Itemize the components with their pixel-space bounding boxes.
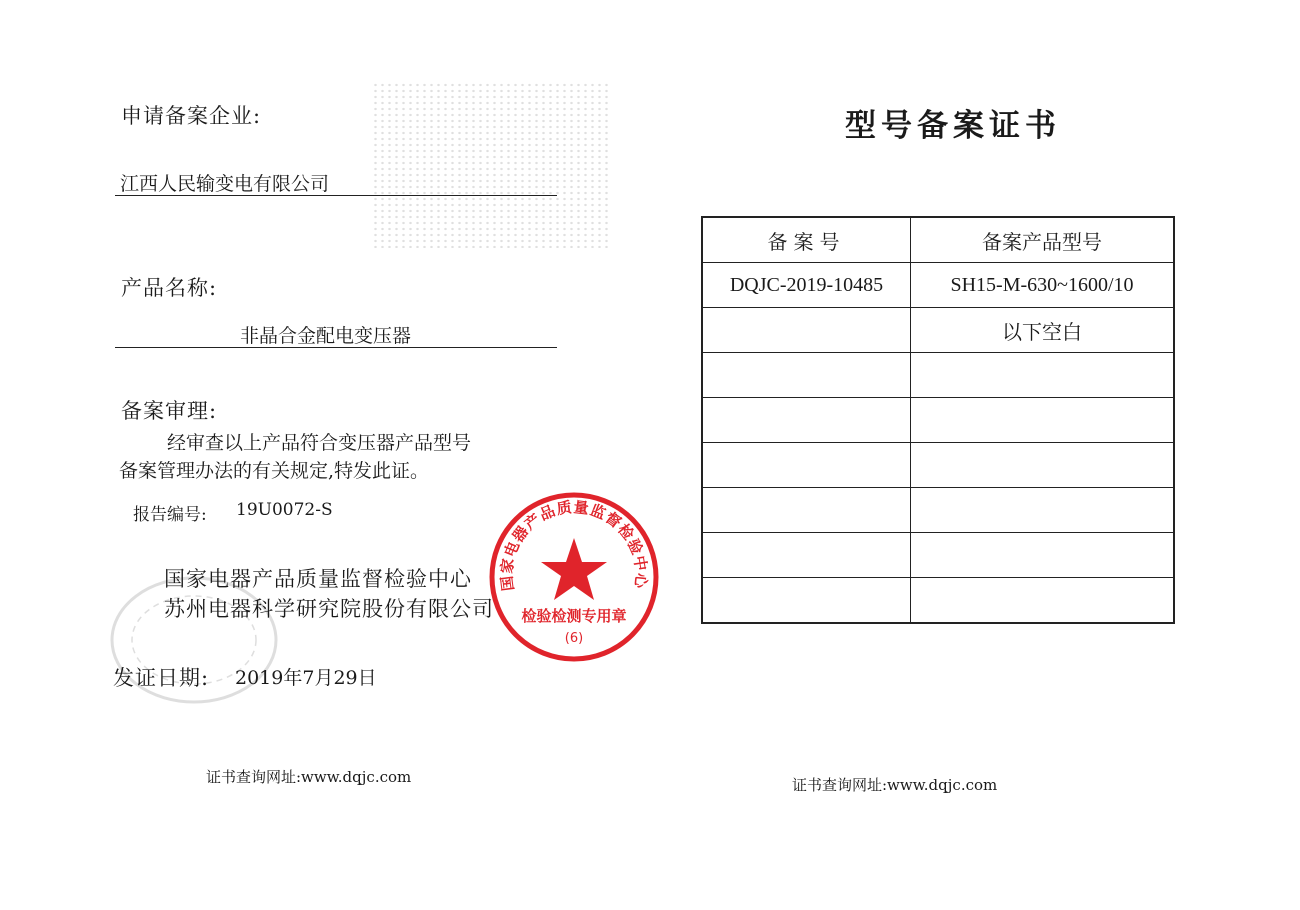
- table-row: [702, 398, 1174, 443]
- table-cell-product-model: 以下空白: [911, 308, 1175, 353]
- org-line-1: 国家电器产品质量监督检验中心: [164, 567, 472, 591]
- table-row: [702, 578, 1174, 624]
- product-value: 非晶合金配电变压器: [240, 325, 412, 347]
- applicant-underline: [115, 195, 557, 196]
- seal-bottom-text: 检验检测专用章: [521, 607, 627, 625]
- product-label: 产品名称:: [121, 276, 218, 300]
- table-cell-record-number: [702, 308, 911, 353]
- record-table: [701, 216, 1175, 624]
- table-cell-product-model: [911, 398, 1175, 443]
- table-cell-product-model: SH15-M-630~1600/10: [911, 263, 1175, 308]
- table-cell-record-number: [702, 578, 911, 624]
- table-cell-product-model: [911, 578, 1175, 624]
- right-url: 证书查询网址:www.dqjc.com: [792, 776, 998, 794]
- table-row: [702, 308, 1174, 353]
- report-value: 19U0072-S: [236, 500, 333, 520]
- table-cell-record-number: [702, 398, 911, 443]
- left-url: 证书查询网址:www.dqjc.com: [206, 768, 412, 786]
- review-line-1: 经审查以上产品符合变压器产品型号: [167, 432, 472, 454]
- review-label: 备案审理:: [121, 399, 218, 423]
- seal-number: (6): [564, 631, 584, 646]
- table-row: [702, 353, 1174, 398]
- scan-smudge: [372, 82, 610, 248]
- table-cell-record-number: [702, 533, 911, 578]
- official-seal-stamp: [487, 490, 661, 664]
- report-label: 报告编号:: [133, 505, 207, 525]
- star-icon: [541, 538, 607, 600]
- table-cell-product-model: [911, 533, 1175, 578]
- date-value: 2019年7月29日: [235, 667, 377, 689]
- certificate-title: 型号备案证书: [845, 108, 1061, 144]
- table-header-row: [702, 217, 1174, 263]
- table-cell-product-model: [911, 488, 1175, 533]
- table-cell-product-model: [911, 443, 1175, 488]
- review-line-2: 备案管理办法的有关规定,特发此证。: [119, 460, 430, 482]
- table-row: [702, 443, 1174, 488]
- table-cell-record-number: [702, 353, 911, 398]
- table-row: [702, 533, 1174, 578]
- product-underline: [115, 347, 557, 348]
- table-row: [702, 263, 1174, 308]
- applicant-label: 申请备案企业:: [121, 104, 262, 128]
- table-cell-record-number: [702, 488, 911, 533]
- seal-arc-text: 国家电器产品质量监督检验中心: [497, 497, 651, 592]
- header-product-model: 备案产品型号: [911, 217, 1175, 263]
- header-record-number: 备案号: [702, 217, 911, 263]
- applicant-value: 江西人民输变电有限公司: [120, 173, 330, 195]
- org-line-2: 苏州电器科学研究院股份有限公司: [164, 597, 494, 621]
- table-cell-record-number: DQJC-2019-10485: [702, 263, 911, 308]
- table-cell-product-model: [911, 353, 1175, 398]
- date-label: 发证日期:: [113, 666, 210, 690]
- table-cell-record-number: [702, 443, 911, 488]
- table-row: [702, 488, 1174, 533]
